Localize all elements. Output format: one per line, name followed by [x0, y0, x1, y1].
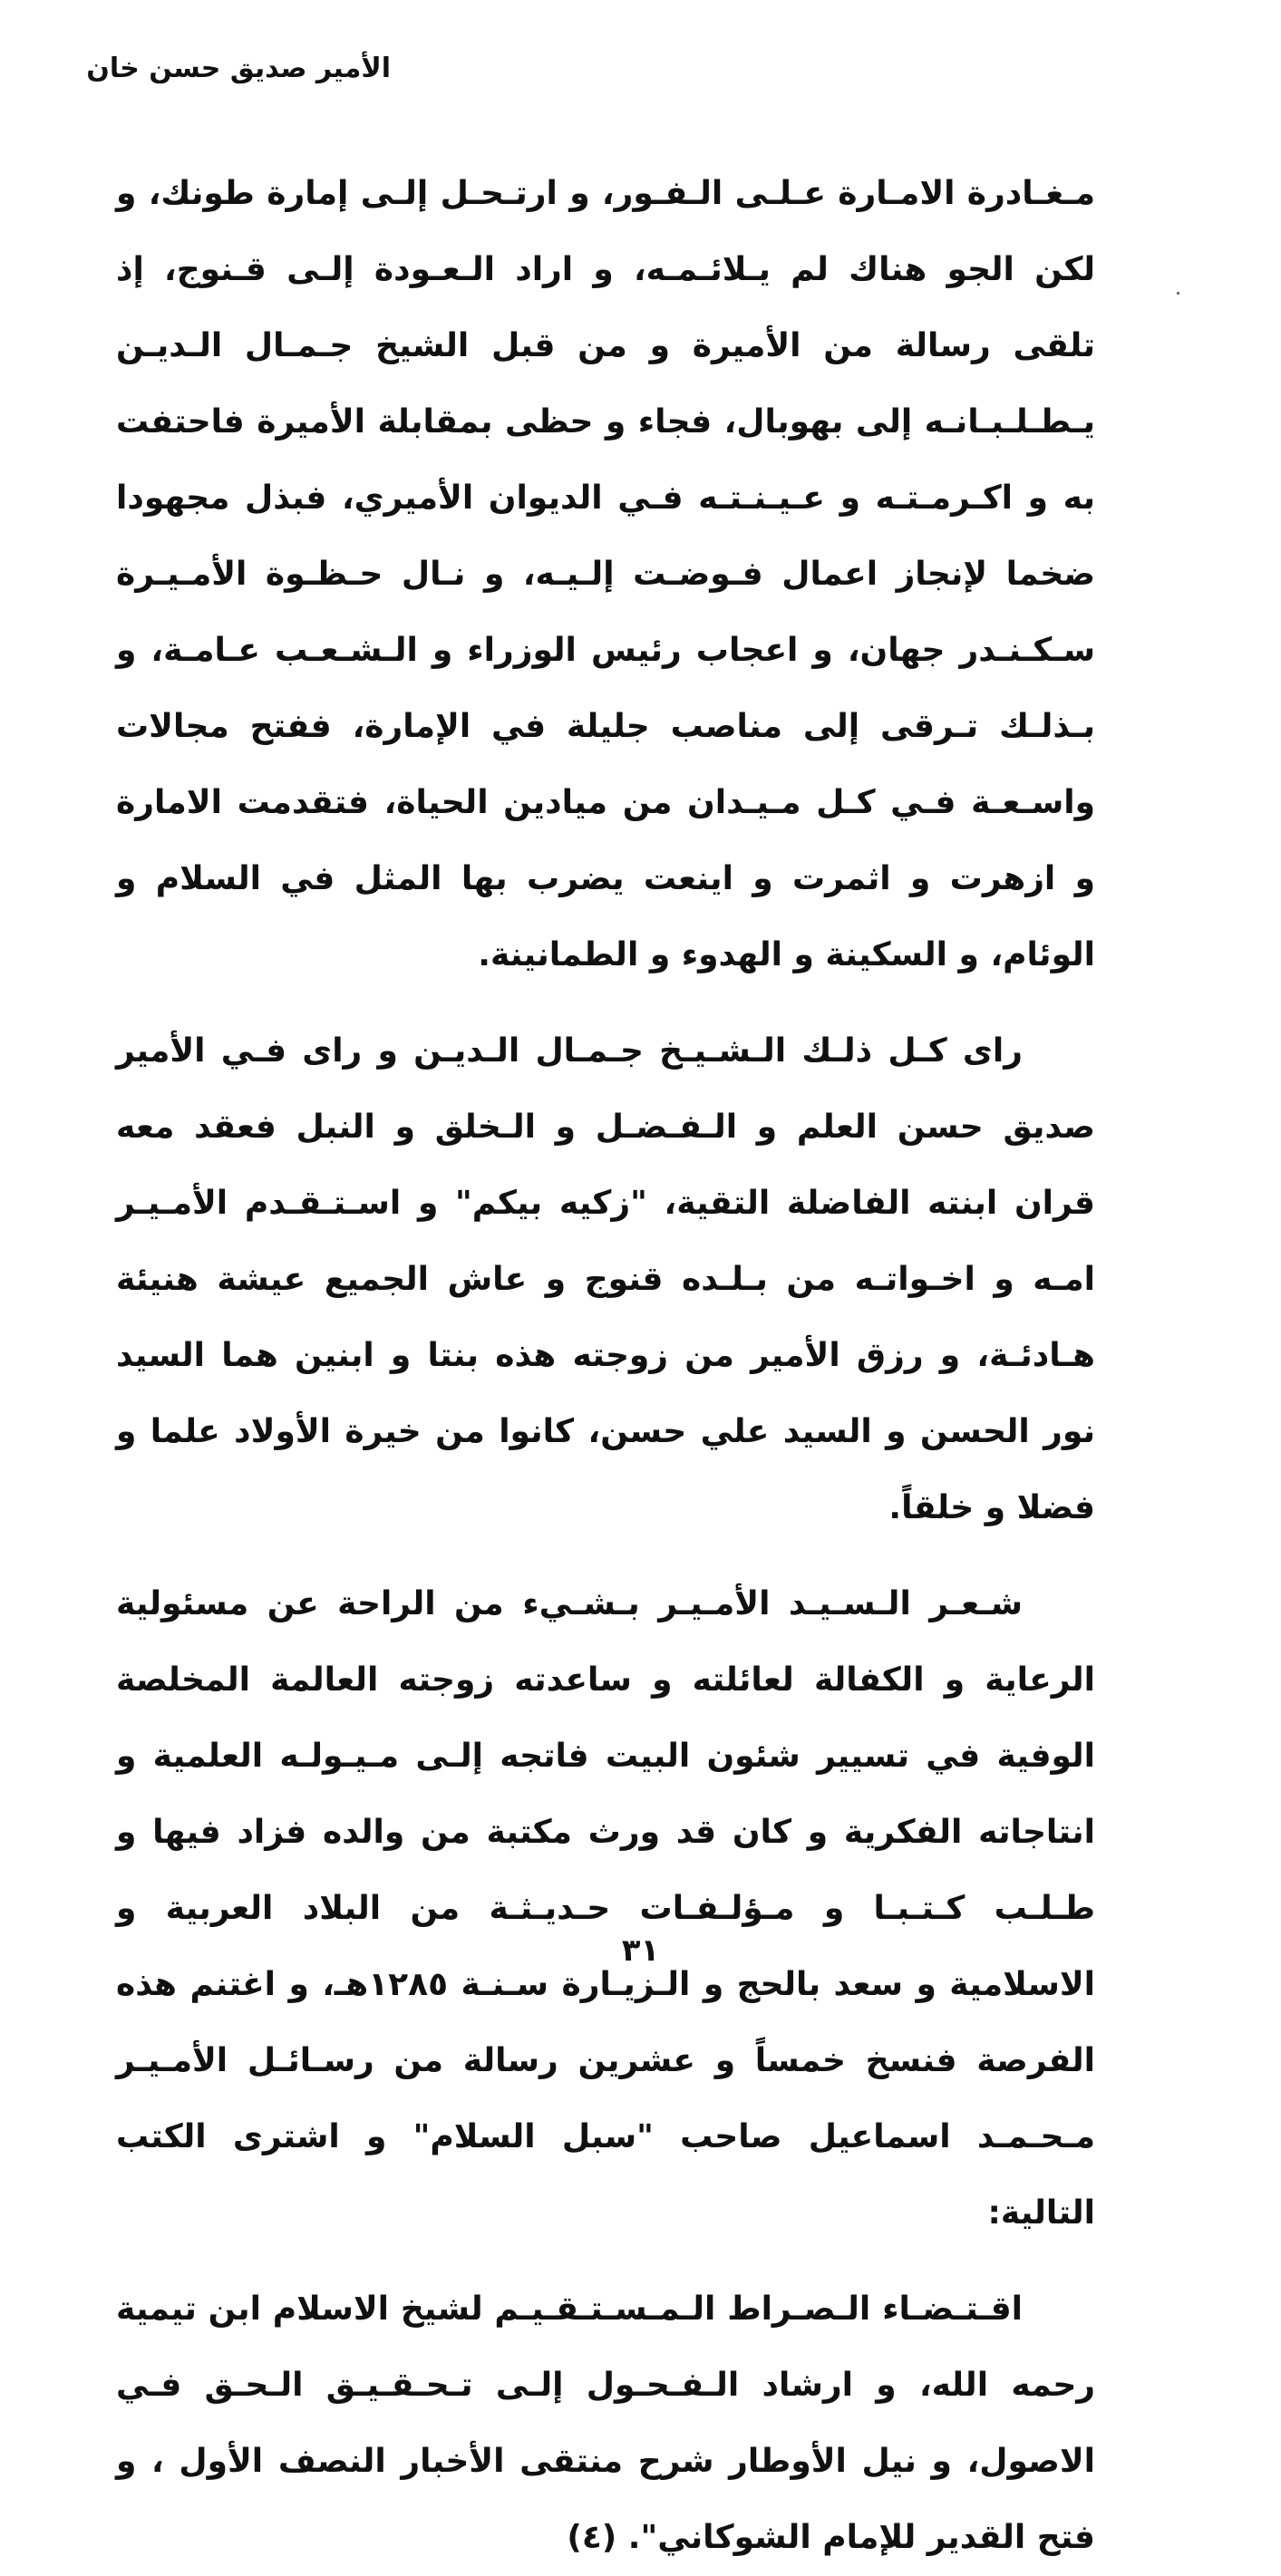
paragraph-3: شـعـر الـسـيـد الأمـيـر بـشـيء من الراحة عن مسئولية الرعاية و الكفالة لعائلته و ساعدته زوجته العالمة المخلصة الوفية في تسيير شئون البيت فاتجه إلـى مـيـولـه العلمية و انتاجاته الفكرية و كان قد ورث مكتبة من والده فزاد فيها و طـلـب كـتـبـا و مـؤلـفـات حـديـثـة من البلاد العربية و الاسلامية و سعد بالحج و الـزيـارة سـنـة ١٢٨٥هـ، و اغتنم هذه الفرصة فنسخ خمساً و عشرين رسالة من رسـائـل الأمـيـر مـحـمـد اسماعيل صاحب "سبل السلام" و اشترى الكتب التالية: [116, 1585, 1095, 2232]
body-text [116, 156, 1095, 2576]
running-header-title: الأمير صديق حسن خان [86, 53, 391, 84]
paragraph-4: اقـتـضـاء الـصـراط الـمـسـتـقـيـم لشيخ الاسلام ابن تيمية رحمه الله، و ارشاد الـفـحـول إلـى تـحـقـيـق الـحـق فـي الاصول، و نيل الأوطار شرح منتقى الأخبار النصف الأول ، و فتح القدير للإمام الشوكاني". (٤) [116, 2290, 1095, 2556]
page-number: ٣١ [621, 1932, 660, 1969]
scan-speck [1177, 292, 1179, 295]
paragraph-1: مـغـادرة الامـارة عـلـى الـفـور، و ارتـحـل إلـى إمارة طونك، و لكن الجو هناك لم يـلائـمـه، و اراد الـعـودة إلـى قـنوج، إذ تلقى رسالة من الأميرة و من قبل الشيخ جـمـال الـديـن يـطـلـبـانـه إلى بهوبال، فجاء و حظى بمقابلة الأميرة فاحتفت به و اكـرمـتـه و عـيـنـتـه فـي الديوان الأميري، فبذل مجهودا ضخما لإنجاز اعمال فـوضـت إلـيـه، و نـال حـظـوة الأمـيـرة سـكـنـدر جهان، و اعجاب رئيس الوزراء و الـشـعـب عـامـة، و بـذلـك تـرقى إلى مناصب جليلة في الإمارة، ففتح مجالات واسـعـة فـي كـل مـيـدان من ميادين الحياة، فتقدمت الامارة و ازهرت و اثمرت و اينعت يضرب بها المثل في السلام و الوئام، و السكينة و الهدوء و الطمانينة. [116, 175, 1095, 973]
paragraph-2: راى كـل ذلـك الـشـيـخ جـمـال الـديـن و راى فـي الأمير صديق حسن العلم و الـفـضـل و الـخلق و النبل فعقد معه قران ابنته الفاضلة التقية، "زكيه بيكم" و اسـتـقـدم الأمـيـر امـه و اخـواتـه من بـلـده قنوج و عاش الجميع عيشة هنيئة هـادئـة، و رزق الأمير من زوجته هذه بنتا و ابنين هما السيد نور الحسن و السيد علي حسن، كانوا من خيرة الأولاد علما و فضلا و خلقاً. [116, 1032, 1095, 1526]
